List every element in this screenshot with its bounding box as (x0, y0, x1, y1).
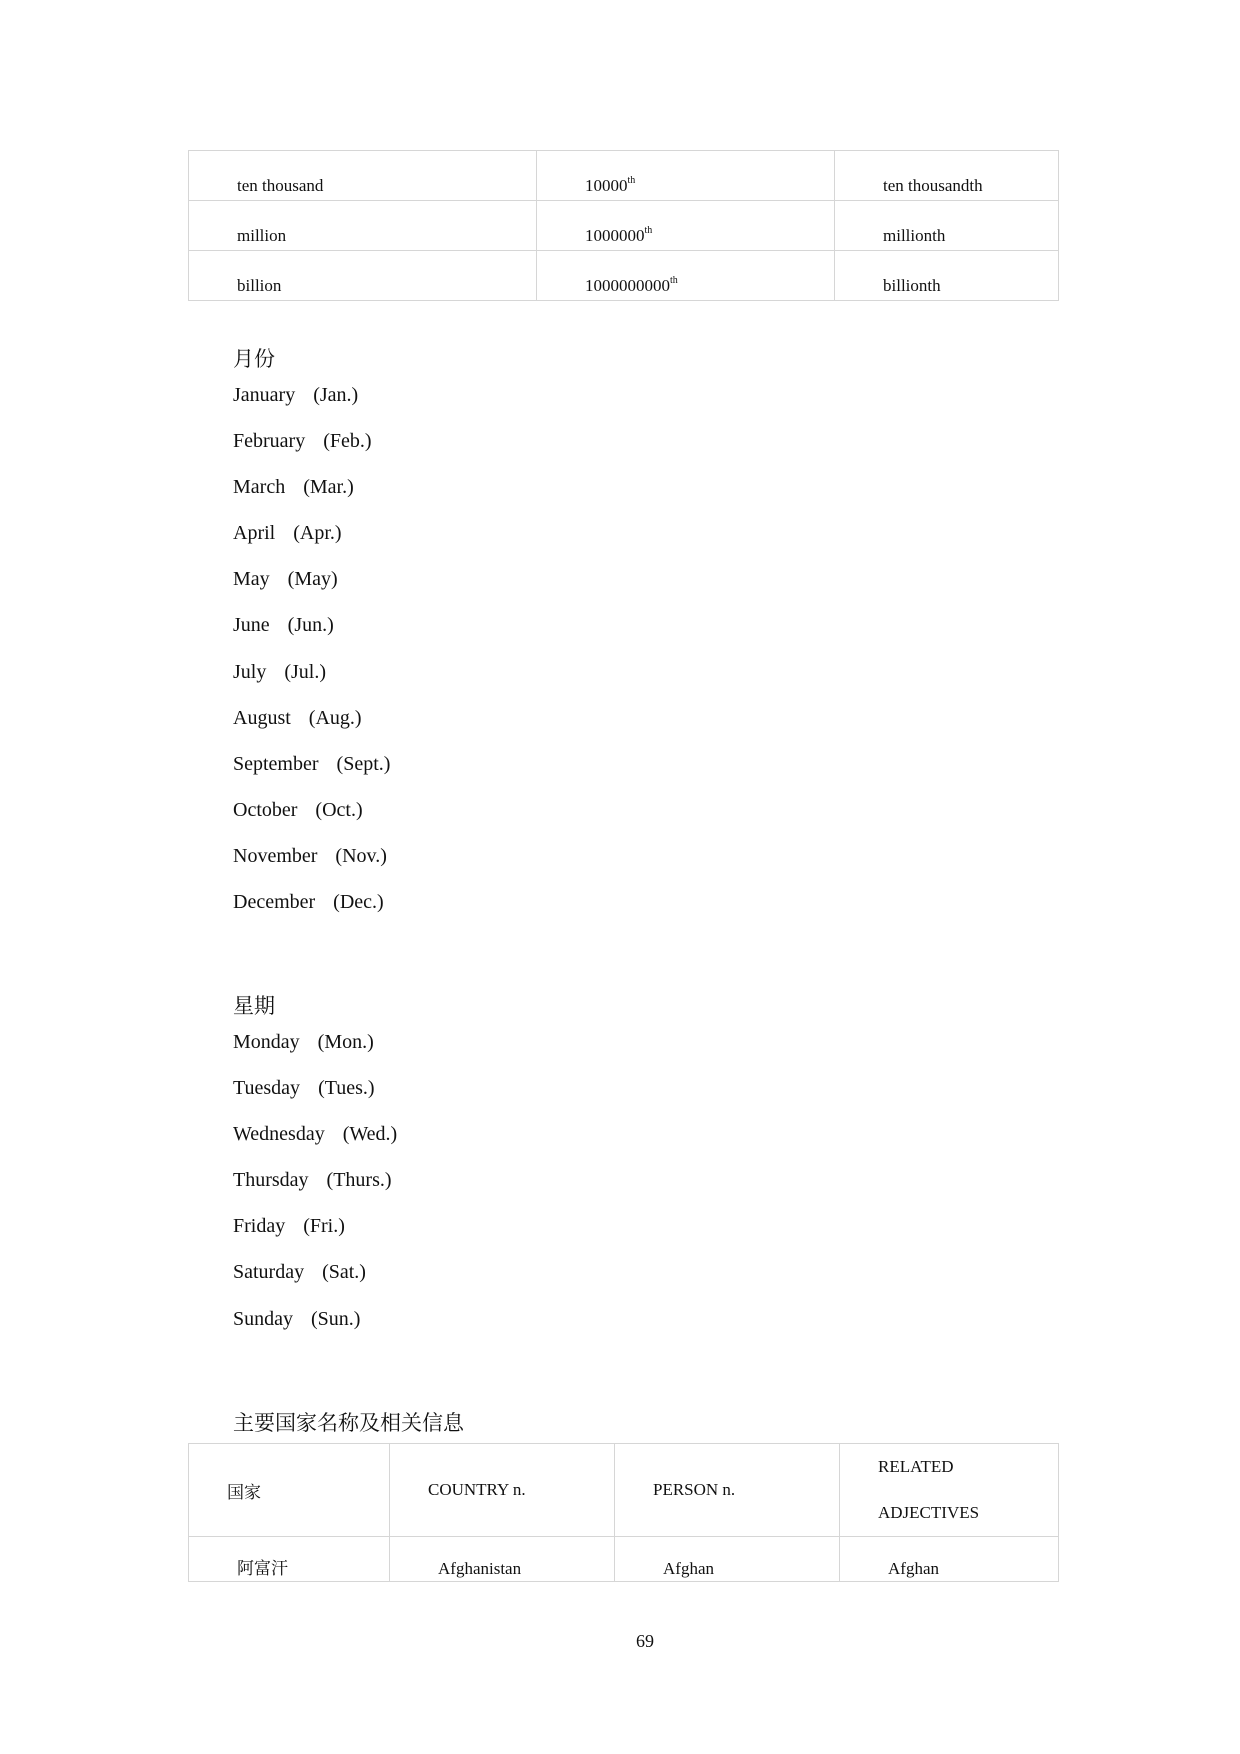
ordinal-cell: millionth (835, 201, 1059, 251)
weekday-entry (233, 1249, 833, 1295)
weekday-name: Sunday (233, 1307, 293, 1330)
month-name: September (233, 752, 319, 775)
months-heading: 月份 (233, 347, 275, 371)
table-row (189, 151, 1059, 201)
cell-text: Afghanistan (438, 1559, 522, 1578)
month-name: February (233, 430, 306, 453)
month-entry (233, 418, 833, 464)
month-abbr: (Feb.) (323, 430, 372, 453)
month-entry (233, 741, 833, 787)
ordinal-suffix: th (670, 275, 678, 286)
months-section (233, 346, 833, 925)
header-label: COUNTRY n. (428, 1480, 526, 1499)
weekday-name: Wednesday (233, 1123, 325, 1146)
weekday-entry (233, 1203, 833, 1249)
header-cell-person (615, 1444, 840, 1537)
weekday-abbr: (Fri.) (303, 1215, 345, 1238)
month-abbr: (Apr.) (293, 522, 342, 545)
month-entry (233, 695, 833, 741)
weekdays-section (233, 993, 833, 1342)
weekday-abbr: (Thurs.) (326, 1169, 392, 1192)
month-name: October (233, 798, 298, 821)
month-name: April (233, 522, 276, 545)
header-cell-country-cn (189, 1444, 390, 1537)
person-cell (615, 1537, 840, 1582)
month-name: November (233, 844, 318, 867)
countries-heading: 主要国家名称及相关信息 (233, 1411, 464, 1435)
month-name: August (233, 706, 291, 729)
month-name: July (233, 660, 267, 683)
header-label: 国家 (227, 1482, 261, 1502)
weekday-entry (233, 1019, 833, 1065)
ordinal-numbers-table (188, 150, 1059, 301)
header-label: ADJECTIVES (878, 1503, 980, 1522)
month-entry (233, 787, 833, 833)
weekday-abbr: (Wed.) (342, 1123, 398, 1146)
month-name: March (233, 476, 286, 499)
table-row (189, 201, 1059, 251)
month-name: June (233, 614, 270, 637)
ordinal-cell: billionth (835, 251, 1059, 301)
adjective-cell (840, 1537, 1059, 1582)
weekday-name: Monday (233, 1031, 300, 1053)
country-cell (390, 1537, 615, 1582)
month-abbr: (Oct.) (315, 798, 363, 821)
table-row (189, 1537, 1059, 1582)
header-label: PERSON n. (653, 1480, 736, 1499)
cell-text: Afghan (663, 1559, 714, 1578)
cell-text: 阿富汗 (237, 1559, 288, 1578)
page-number: 69 (636, 1631, 654, 1651)
weekday-abbr: (Sun.) (311, 1307, 361, 1330)
number-cell (537, 201, 835, 251)
month-name: January (233, 384, 296, 406)
month-abbr: (Nov.) (335, 844, 387, 867)
header-label: RELATED (878, 1457, 954, 1476)
month-abbr: (Mar.) (303, 476, 354, 499)
weekday-name: Thursday (233, 1169, 309, 1192)
month-entry (233, 464, 833, 510)
month-abbr: (Jan.) (313, 384, 359, 406)
month-entry (233, 649, 833, 695)
cardinal-cell: billion (189, 251, 537, 301)
weekdays-heading: 星期 (233, 994, 275, 1018)
number-value: 1000000 (585, 226, 645, 245)
weekday-entry (233, 1111, 833, 1157)
month-entry (233, 602, 833, 648)
weekday-abbr: (Mon.) (317, 1031, 374, 1053)
header-cell-adjectives (840, 1444, 1059, 1537)
number-cell (537, 151, 835, 201)
header-cell-country (390, 1444, 615, 1537)
cardinal-cell: ten thousand (189, 151, 537, 201)
weekday-name: Tuesday (233, 1077, 301, 1100)
month-abbr: (Sept.) (336, 752, 391, 775)
weekday-entry (233, 1296, 833, 1342)
month-entry (233, 556, 833, 602)
cell-text: Afghan (888, 1559, 939, 1578)
month-abbr: (Dec.) (333, 891, 384, 914)
month-name: December (233, 891, 316, 914)
month-abbr: (May) (287, 568, 338, 591)
weekday-abbr: (Sat.) (322, 1261, 366, 1284)
cardinal-cell: million (189, 201, 537, 251)
ordinal-suffix: th (627, 175, 636, 186)
number-cell (537, 251, 835, 301)
weekday-name: Friday (233, 1215, 286, 1238)
countries-table (188, 1443, 1059, 1582)
month-entry (233, 510, 833, 556)
month-abbr: (Jul.) (284, 660, 327, 683)
number-value: 1000000000 (585, 276, 670, 295)
ordinal-suffix: th (644, 225, 653, 236)
table-row (189, 251, 1059, 301)
month-entry (233, 372, 833, 418)
weekday-abbr: (Tues.) (318, 1077, 375, 1100)
month-name: May (233, 568, 270, 591)
number-value: 10000 (585, 176, 628, 195)
month-abbr: (Aug.) (308, 706, 362, 729)
weekday-entry (233, 1157, 833, 1203)
ordinal-cell: ten thousandth (835, 151, 1059, 201)
month-entry (233, 879, 833, 925)
weekday-name: Saturday (233, 1261, 305, 1284)
month-entry (233, 833, 833, 879)
table-header-row (189, 1444, 1059, 1537)
weekday-entry (233, 1065, 833, 1111)
country-cn-cell (189, 1537, 390, 1582)
month-abbr: (Jun.) (287, 614, 334, 637)
